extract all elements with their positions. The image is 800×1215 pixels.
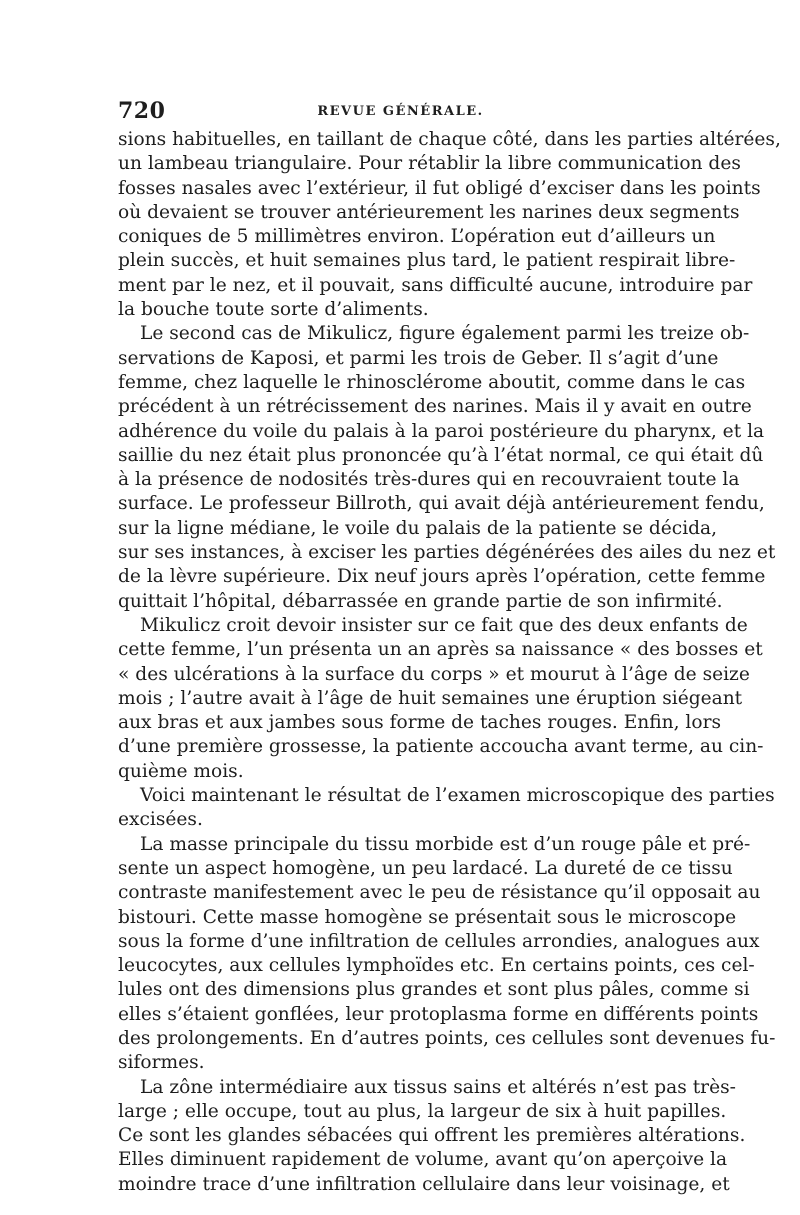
body-text (118, 128, 781, 1197)
text-line: sur ses instances, à exciser les parties dégénérées des ailes du nez et (118, 542, 776, 564)
text-line: sous la forme d’une infiltration de cellules arrondies, analogues aux (118, 930, 760, 952)
text-line: bistouri. Cette masse homogène se présentait sous le microscope (118, 906, 737, 928)
page-number: 720 (118, 98, 166, 124)
text-line: Voici maintenant le résultat de l’examen microscopique des parties (140, 785, 775, 807)
text-line: Ce sont les glandes sébacées qui offrent les premières altérations. (118, 1125, 746, 1147)
text-line: elles s’étaient gonflées, leur protoplasma forme en différents points (118, 1003, 759, 1025)
text-line: ment par le nez, et il pouvait, sans difficulté aucune, introduire par (118, 274, 753, 296)
text-line: de la lèvre supérieure. Dix neuf jours après l’opération, cette femme (118, 566, 766, 588)
text-line: sur la ligne médiane, le voile du palais de la patiente se décida, (118, 517, 718, 539)
text-line: quième mois. (118, 760, 244, 782)
text-line: un lambeau triangulaire. Pour rétablir la libre communication des (118, 153, 741, 175)
text-line: « des ulcérations à la surface du corps » et mourut à l’âge de seize (118, 663, 750, 685)
text-line: adhérence du voile du palais à la paroi postérieure du pharynx, et la (118, 420, 765, 442)
text-line: moindre trace d’une infiltration cellulaire dans leur voisinage, et (118, 1173, 730, 1195)
text-line: sions habituelles, en taillant de chaque côté, dans les parties altérées, (118, 129, 781, 150)
text-line: La masse principale du tissu morbide est d’un rouge pâle et pré- (140, 833, 751, 855)
text-line: Elles diminuent rapidement de volume, avant qu’on aperçoive la (118, 1149, 728, 1171)
page-header (118, 98, 683, 124)
running-head: REVUE GÉNÉRALE. (317, 104, 484, 119)
text-line: coniques de 5 millimètres environ. L’opération eut d’ailleurs un (118, 226, 716, 248)
text-line: fosses nasales avec l’extérieur, il fut obligé d’exciser dans les points (118, 177, 761, 199)
text-line: Mikulicz croit devoir insister sur ce fait que des deux enfants de (140, 614, 748, 636)
text-line: cette femme, l’un présenta un an après sa naissance « des bosses et (118, 639, 763, 661)
text-line: saillie du nez était plus prononcée qu’à l’état normal, ce qui était dû (118, 444, 764, 466)
text-line: servations de Kaposi, et parmi les trois de Geber. Il s’agit d’une (118, 347, 719, 369)
text-line: lules ont des dimensions plus grandes et sont plus pâles, comme si (118, 979, 750, 1001)
text-line: d’une première grossesse, la patiente accoucha avant terme, au cin- (118, 736, 764, 758)
text-line: aux bras et aux jambes sous forme de taches rouges. Enfin, lors (118, 712, 722, 734)
text-line: mois ; l’autre avait à l’âge de huit semaines une éruption siégeant (118, 687, 743, 709)
text-line: Le second cas de Mikulicz, figure également parmi les treize ob- (140, 323, 750, 345)
text-line: plein succès, et huit semaines plus tard, le patient respirait libre- (118, 250, 736, 272)
text-line: large ; elle occupe, tout au plus, la largeur de six à huit papilles. (118, 1100, 727, 1122)
text-line: des prolongements. En d’autres points, ces cellules sont devenues fu- (118, 1027, 776, 1049)
text-line: où devaient se trouver antérieurement les narines deux segments (118, 201, 740, 223)
text-line: quittait l’hôpital, débarrassée en grande partie de son infirmité. (118, 590, 723, 612)
text-line: femme, chez laquelle le rhinosclérome aboutit, comme dans le cas (118, 371, 746, 393)
text-line: La zône intermédiaire aux tissus sains et altérés n’est pas très- (140, 1076, 736, 1098)
text-line: leucocytes, aux cellules lymphoïdes etc. En certains points, ces cel- (118, 955, 755, 977)
text-line: contraste manifestement avec le peu de résistance qu’il opposait au (118, 882, 761, 904)
text-line: à la présence de nodosités très-dures qui en recouvraient toute la (118, 469, 740, 491)
text-line: excisées. (118, 809, 203, 831)
text-line: surface. Le professeur Billroth, qui avait déjà antérieurement fendu, (118, 493, 765, 515)
text-line: la bouche toute sorte d’aliments. (118, 299, 429, 321)
text-line: précédent à un rétrécissement des narines. Mais il y avait en outre (118, 396, 752, 418)
text-line: sente un aspect homogène, un peu lardacé. La dureté de ce tissu (118, 857, 733, 879)
text-line: siformes. (118, 1052, 205, 1074)
